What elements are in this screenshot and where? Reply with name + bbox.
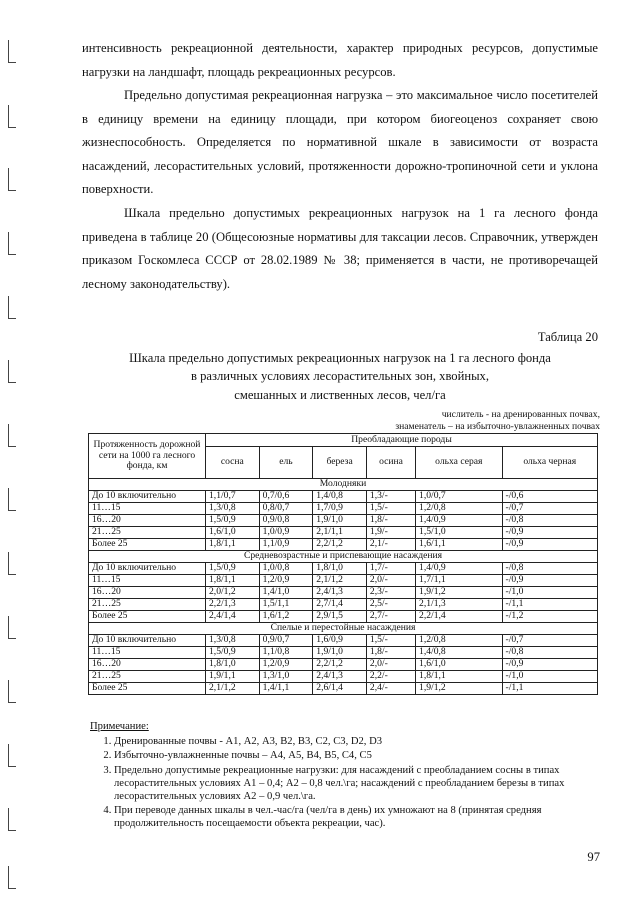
load-value-cell: 2,0/1,2 [206,587,260,599]
load-value-cell: -/0,8 [502,647,597,659]
load-value-cell: 1,2/0,8 [416,503,502,515]
load-value-cell: 2,9/1,5 [313,611,367,623]
table-title [90,349,590,404]
table-label: Таблица 20 [537,330,598,344]
load-value-cell: 1,4/0,8 [313,491,367,503]
note-item: 4. При переводе данных шкалы в чел.-час/га (чел/га в день) их умножают на 8 (принятая средняя продолжительность посещаемости объекта рекреации, час). [114,804,595,830]
load-value-cell: 1,3/0,8 [206,635,260,647]
legend-numerator: числитель - на дренированных почвах, [441,409,600,420]
binding-mark [8,552,16,575]
load-value-cell: 1,5/- [366,635,415,647]
distance-cell: Более 25 [89,611,206,623]
load-value-cell: 0,9/0,7 [259,635,313,647]
table-row [89,563,598,575]
load-value-cell: 1,0/0,9 [259,527,313,539]
binding-mark [8,296,16,319]
load-value-cell: 1,5/0,9 [206,515,260,527]
header-species: ель [259,447,313,479]
load-value-cell: 2,1/1,3 [416,599,502,611]
note-item: 2. Избыточно-увлажненные почвы – А4, А5, В4, В5, С4, С5 [114,749,595,762]
load-value-cell: 1,8/1,1 [206,539,260,551]
note-item: 3. Предельно допустимые рекреационные нагрузки: для насаждений с преобладанием сосны в типах лесорастительных условиях А1 – 0,4; А2 – 0,8 чел.\га; насаждений с преобладанием березы в типах лесорастительных условиях А2 – 0,9 чел.\га. [114,764,595,804]
load-value-cell: 1,2/0,9 [259,659,313,671]
load-value-cell: 2,0/- [366,659,415,671]
table-row [89,647,598,659]
table-row [89,503,598,515]
binding-mark [8,232,16,255]
load-value-cell: -/0,8 [502,563,597,575]
paragraph-definition: Предельно допустимая рекреационная нагрузка – это максимальное число посетителей в единицу времени на единицу площади, при котором биогеоценоз сохраняет свою жизнеспособность. Определяется по нормативной шкале в зависимости от возраста насаждений, лесорастительных условий, протяженности дорожно-тропиночной сети и уклона поверхности. [82,88,598,197]
load-value-cell: 1,5/1,1 [259,599,313,611]
load-value-cell: 1,5/1,0 [416,527,502,539]
load-value-cell: 2,2/1,2 [313,539,367,551]
load-value-cell: 1,7/- [366,563,415,575]
load-value-cell: 2,1/1,1 [313,527,367,539]
table-row [89,659,598,671]
notes-list [90,735,595,830]
recreation-load-table [88,433,598,695]
load-value-cell: -/1,0 [502,671,597,683]
binding-mark [8,105,16,128]
note-item: 1. Дренированные почвы - А1, А2, А3, В2, В3, С2, С3, D2, D3 [114,735,595,748]
distance-cell: 16…20 [89,515,206,527]
load-value-cell: 2,5/- [366,599,415,611]
load-value-cell: 2,4/1,4 [206,611,260,623]
table-row [89,575,598,587]
load-value-cell: 1,9/- [366,527,415,539]
notes [90,720,595,832]
section-title: Молодняки [89,479,598,491]
load-value-cell: 1,2/0,9 [259,575,313,587]
load-value-cell: 1,6/1,1 [416,539,502,551]
load-value-cell: 1,6/0,9 [313,635,367,647]
load-value-cell: -/0,9 [502,659,597,671]
load-value-cell: 0,7/0,6 [259,491,313,503]
binding-mark [8,866,16,889]
table-body [89,479,598,695]
page-number: 97 [587,850,600,864]
load-value-cell: 1,8/1,1 [416,671,502,683]
load-value-cell: -/0,7 [502,503,597,515]
table-row [89,683,598,695]
load-value-cell: 1,6/1,0 [206,527,260,539]
load-value-cell: 1,7/0,9 [313,503,367,515]
binding-mark [8,360,16,383]
load-value-cell: 1,9/1,0 [313,515,367,527]
load-value-cell: 2,2/1,3 [206,599,260,611]
table-row [89,671,598,683]
header-species: береза [313,447,367,479]
load-value-cell: 2,2/1,2 [313,659,367,671]
load-value-cell: 1,4/0,9 [416,515,502,527]
distance-cell: 16…20 [89,587,206,599]
load-value-cell: 1,8/1,1 [206,575,260,587]
distance-cell: Более 25 [89,539,206,551]
header-species: ольха черная [502,447,597,479]
table-row [89,599,598,611]
load-value-cell: -/0,6 [502,491,597,503]
load-value-cell: 2,4/1,3 [313,671,367,683]
load-value-cell: 1,0/0,8 [259,563,313,575]
binding-mark [8,168,16,191]
load-value-cell: 1,4/0,9 [416,563,502,575]
section-row [89,551,598,563]
load-value-cell: 2,3/- [366,587,415,599]
load-value-cell: 1,1/0,7 [206,491,260,503]
paragraph-scale-reference: Шкала предельно допустимых рекреационных нагрузок на 1 га лесного фонда приведена в таблице 20 (Общесоюзные нормативы для таксации лесов. Справочник, утвержден приказом Госкомлеса СССР от 28.02.1989 № 38; применяется в части, не противоречащей лесному законодательству). [82,206,598,291]
binding-mark [8,808,16,831]
load-value-cell: 2,7/- [366,611,415,623]
load-value-cell: 1,3/- [366,491,415,503]
binding-mark [8,680,16,703]
notes-heading: Примечание: [90,721,149,732]
distance-cell: 21…25 [89,671,206,683]
load-value-cell: 2,2/1,4 [416,611,502,623]
paragraph-continued: интенсивность рекреационной деятельности, характер природных ресурсов, допустимые нагрузки на ландшафт, площадь рекреационных ресурсов. [82,41,598,79]
load-value-cell: 2,2/- [366,671,415,683]
load-value-cell: -/0,8 [502,515,597,527]
binding-mark [8,744,16,767]
table-row [89,491,598,503]
load-value-cell: 1,8/1,0 [313,563,367,575]
load-value-cell: 1,8/1,0 [206,659,260,671]
section-row [89,479,598,491]
header-species: осина [366,447,415,479]
load-value-cell: 1,0/0,7 [416,491,502,503]
load-value-cell: -/1,2 [502,611,597,623]
distance-cell: До 10 включительно [89,635,206,647]
distance-cell: 21…25 [89,599,206,611]
load-value-cell: 2,1/- [366,539,415,551]
load-value-cell: 2,0/- [366,575,415,587]
load-value-cell: -/1,1 [502,599,597,611]
legend-denominator: знаменатель – на избыточно-увлажненных почвах [395,420,600,432]
load-value-cell: 2,7/1,4 [313,599,367,611]
header-dominant-species: Преобладающие породы [206,434,598,447]
table-row [89,539,598,551]
binding-mark [8,488,16,511]
load-value-cell: 1,4/1,1 [259,683,313,695]
section-title: Средневозрастные и приспевающие насаждения [89,551,598,563]
load-value-cell: -/0,9 [502,539,597,551]
table-row [89,635,598,647]
load-value-cell: 2,6/1,4 [313,683,367,695]
load-value-cell: 2,1/1,2 [206,683,260,695]
section-row [89,623,598,635]
load-value-cell: 1,4/1,0 [259,587,313,599]
distance-cell: Более 25 [89,683,206,695]
load-value-cell: 1,1/0,8 [259,647,313,659]
distance-cell: 11…15 [89,575,206,587]
load-value-cell: 1,9/1,2 [416,683,502,695]
load-value-cell: 1,9/1,1 [206,671,260,683]
load-value-cell: 2,4/1,3 [313,587,367,599]
header-road-network: Протяженность дорожной сети на 1000 га лесного фонда, км [89,434,206,479]
load-value-cell: 0,9/0,8 [259,515,313,527]
load-value-cell: 1,8/- [366,647,415,659]
binding-mark [8,40,16,63]
load-value-cell: -/0,9 [502,575,597,587]
load-value-cell: -/1,1 [502,683,597,695]
load-value-cell: 1,2/0,8 [416,635,502,647]
load-value-cell: -/0,7 [502,635,597,647]
header-species: сосна [206,447,260,479]
table-title-line: Шкала предельно допустимых рекреационных нагрузок на 1 га лесного фонда [129,351,551,365]
distance-cell: 11…15 [89,647,206,659]
load-value-cell: -/0,9 [502,527,597,539]
load-value-cell: 1,4/0,8 [416,647,502,659]
table-row [89,611,598,623]
distance-cell: До 10 включительно [89,563,206,575]
binding-mark [8,616,16,639]
header-species: ольха серая [416,447,502,479]
load-value-cell: 1,5/- [366,503,415,515]
load-value-cell: 1,9/1,0 [313,647,367,659]
load-value-cell: 1,6/1,2 [259,611,313,623]
load-value-cell: 1,6/1,0 [416,659,502,671]
table-row [89,527,598,539]
table-row [89,515,598,527]
load-value-cell: 1,3/0,8 [206,503,260,515]
binding-mark [8,424,16,447]
load-value-cell: -/1,0 [502,587,597,599]
table-title-line: в различных условиях лесорастительных зон, хвойных, [191,369,489,384]
load-value-cell: 2,1/1,2 [313,575,367,587]
load-value-cell: 1,3/1,0 [259,671,313,683]
load-value-cell: 1,7/1,1 [416,575,502,587]
table-title-line: смешанных и лиственных лесов, чел/га [234,387,446,402]
load-value-cell: 1,9/1,2 [416,587,502,599]
distance-cell: 16…20 [89,659,206,671]
load-value-cell: 1,1/0,9 [259,539,313,551]
binding-marks [0,0,28,905]
load-value-cell: 1,8/- [366,515,415,527]
load-value-cell: 1,5/0,9 [206,563,260,575]
section-title: Спелые и перестойные насаждения [89,623,598,635]
load-value-cell: 1,5/0,9 [206,647,260,659]
table-legend [395,409,600,432]
load-value-cell: 0,8/0,7 [259,503,313,515]
load-value-cell: 2,4/- [366,683,415,695]
distance-cell: 21…25 [89,527,206,539]
distance-cell: До 10 включительно [89,491,206,503]
table-row [89,587,598,599]
distance-cell: 11…15 [89,503,206,515]
